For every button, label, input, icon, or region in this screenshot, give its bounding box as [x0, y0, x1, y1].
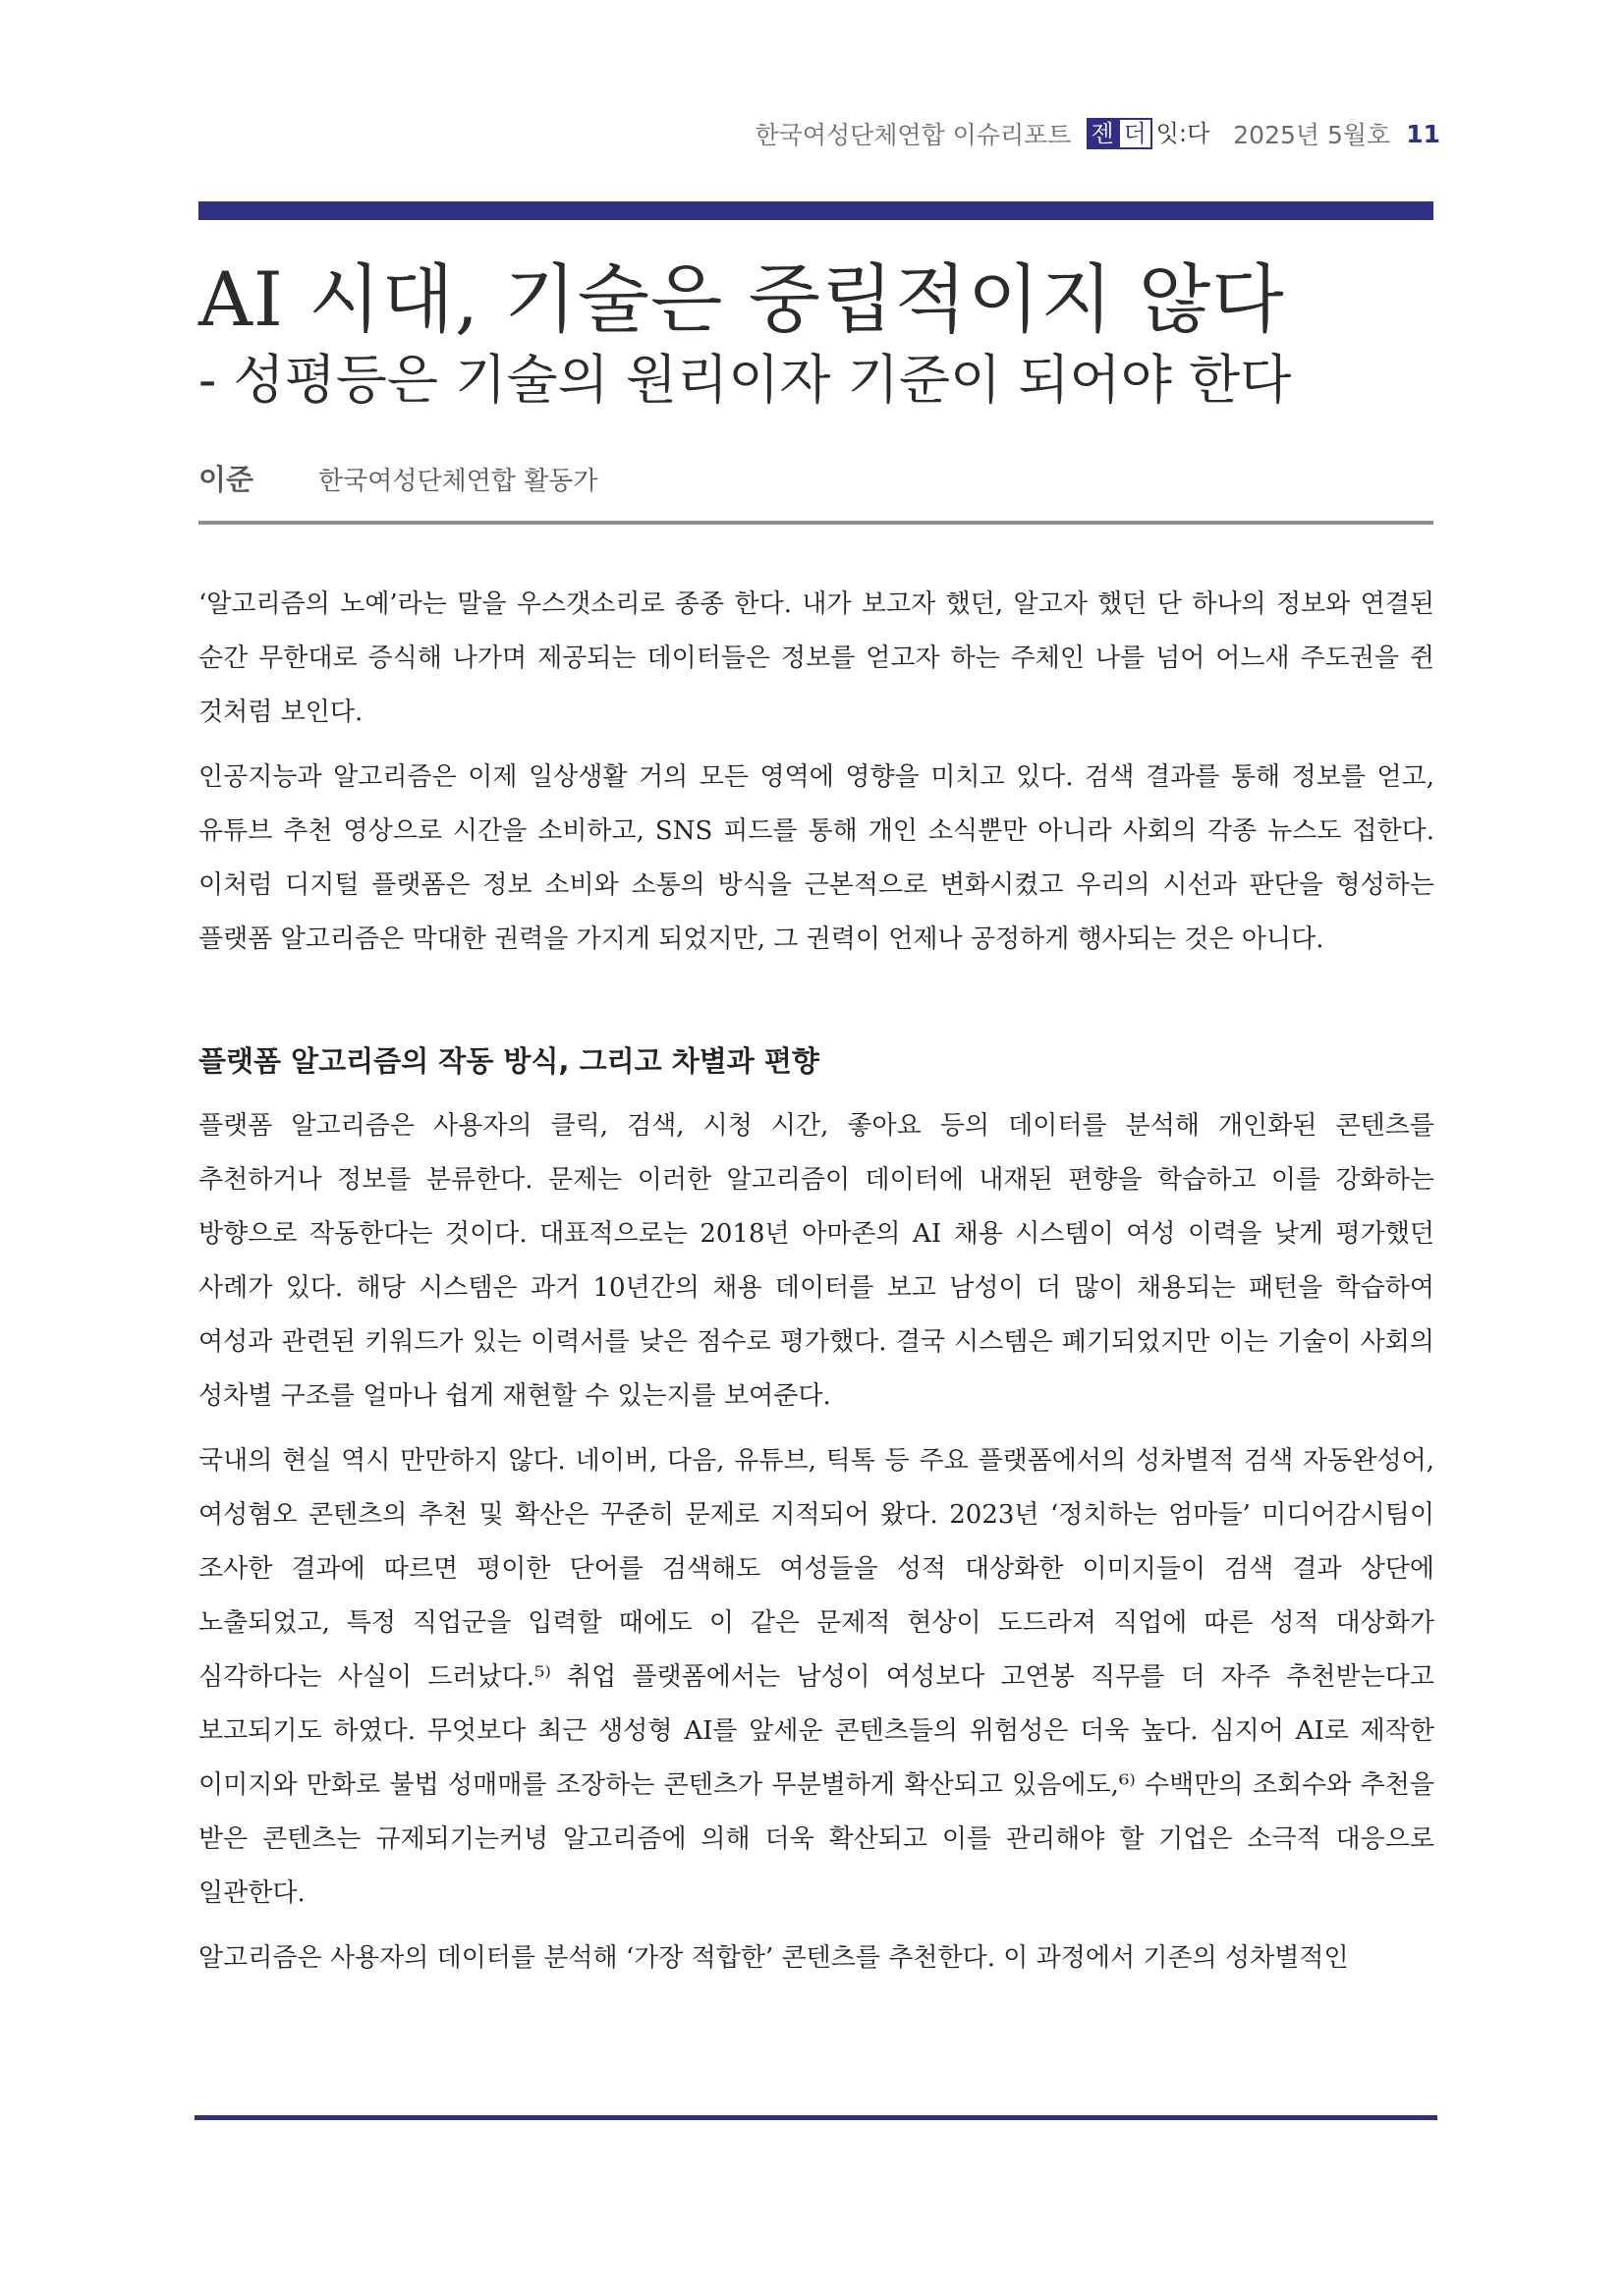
footer-accent-rule [195, 2115, 1437, 2120]
body-paragraph: ‘알고리즘의 노예’라는 말을 우스갯소리로 종종 한다. 내가 보고자 했던, 알고자 했던 단 하나의 정보와 연결된 순간 무한대로 증식해 나가며 제공되는 데이터들은 정보를 얻고자 하는 주체인 나를 넘어 어느새 주도권을 쥔 것처럼 보인다. [198, 589, 1434, 727]
running-header [756, 116, 1440, 151]
brand-logo-part-3: 잇:다 [1155, 120, 1210, 147]
body-paragraph: 알고리즘은 사용자의 데이터를 분석해 ‘가장 적합한’ 콘텐츠를 추천한다. 이 과정에서 기존의 성차별적인 [198, 1943, 1349, 1973]
header-accent-bar [198, 201, 1433, 220]
byline [198, 458, 598, 498]
article-subtitle: - 성평등은 기술의 원리이자 기준이 되어야 한다 [198, 349, 1292, 411]
author-affiliation: 한국여성단체연합 활동가 [318, 467, 598, 496]
body-paragraph: 국내의 현실 역시 만만하지 않다. 네이버, 다음, 유튜브, 틱톡 등 주요 플랫폼에서의 성차별적 검색 자동완성어, 여성혐오 콘텐츠의 추천 및 확산은 꾸준히 문제로 지적되어 왔다. 2023년 ‘정치하는 엄마들’ 미디어감시팀이 조사한 결과에 따르면 평이한 단어를 검색해도 여성들을 성적 대상화한 이미지들이 검색 결과 상단에 노출되었고, 특정 직업군을 입력할 때에도 이 같은 문제적 현상이 도드라져 직업에 따른 성적 대상화가 심각하다는 사실이 드러났다.⁵⁾ 취업 플랫폼에서는 남성이 여성보다 고연봉 직무를 더 자주 추천받는다고 보고되기도 하였다. 무엇보다 최근 생성형 AI를 앞세운 콘텐츠들의 위험성은 더욱 높다. 심지어 AI로 제작한 이미지와 만화로 불법 성매매를 조장하는 콘텐츠가 무분별하게 확산되고 있음에도,⁶⁾ 수백만의 조회수와 추천을 받은 콘텐츠는 규제되기는커녕 알고리즘에 의해 더욱 확산되고 이를 관리해야 할 기업은 소극적 대응으로 일관한다. [198, 1446, 1434, 1908]
brand-logo-part-2: 더 [1118, 118, 1152, 149]
page-number: 11 [1406, 119, 1440, 148]
brand-logo-part-1: 젠 [1087, 118, 1117, 149]
article-body [198, 578, 1434, 1996]
brand-logo [1087, 118, 1213, 149]
author-name: 이준 [198, 463, 254, 496]
body-paragraph: 플랫폼 알고리즘은 사용자의 클릭, 검색, 시청 시간, 좋아요 등의 데이터를 분석해 개인화된 콘텐츠를 추천하거나 정보를 분류한다. 문제는 이러한 알고리즘이 데이터에 내재된 편향을 학습하고 이를 강화하는 방향으로 작동한다는 것이다. 대표적으로는 2018년 아마존의 AI 채용 시스템이 여성 이력을 낮게 평가했던 사례가 있다. 해당 시스템은 과거 10년간의 채용 데이터를 보고 남성이 더 많이 채용되는 패턴을 학습하여 여성과 관련된 키워드가 있는 이력서를 낮은 점수로 평가했다. 결국 시스템은 폐기되었지만 이는 기술이 사회의 성차별 구조를 얼마나 쉽게 재현할 수 있는지를 보여준다. [198, 1111, 1434, 1411]
article-title: AI 시대, 기술은 중립적이지 않다 [198, 255, 1285, 343]
body-paragraph: 인공지능과 알고리즘은 이제 일상생활 거의 모든 영역에 영향을 미치고 있다. 검색 결과를 통해 정보를 얻고, 유튜브 추천 영상으로 시간을 소비하고, SNS 피드를 통해 개인 소식뿐만 아니라 사회의 각종 뉴스도 접한다. 이처럼 디지털 플랫폼은 정보 소비와 소통의 방식을 근본적으로 변화시켰고 우리의 시선과 판단을 형성하는 플랫폼 알고리즘은 막대한 권력을 가지게 되었지만, 그 권력이 언제나 공정하게 행사되는 것은 아니다. [198, 762, 1434, 954]
byline-divider [198, 521, 1433, 525]
section-heading: 플랫폼 알고리즘의 작동 방식, 그리고 차별과 편향 [198, 1044, 819, 1078]
issue-date: 2025년 5월호 [1233, 121, 1391, 149]
publication-name: 한국여성단체연합 이슈리포트 [755, 121, 1072, 149]
